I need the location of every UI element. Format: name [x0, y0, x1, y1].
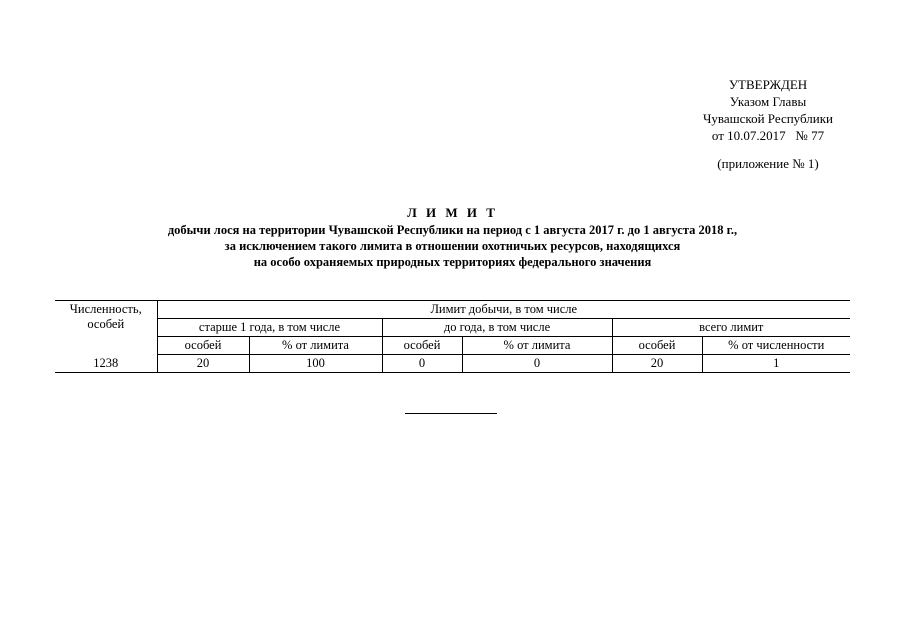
approval-stamp: [650, 76, 886, 144]
title-line: добычи лося на территории Чувашской Республики на период с 1 августа 2017 г. до 1 августа 2018 г.,: [167, 223, 738, 237]
approval-line: от 10.07.2017 № 77: [711, 128, 825, 143]
closing-divider: [405, 413, 497, 414]
subheader-cell: % от лимита: [249, 337, 382, 355]
header-group-total: всего лимит: [612, 319, 850, 337]
table-subheader-row: [55, 337, 850, 355]
approval-line: Указом Главы: [729, 94, 807, 109]
subheader-cell: % от лимита: [462, 337, 612, 355]
appendix-label: (приложение № 1): [717, 156, 819, 171]
approval-line: УТВЕРЖДЕН: [728, 77, 808, 92]
table-cell: 20: [157, 355, 249, 373]
table-cell: 0: [382, 355, 462, 373]
subheader-cell: особей: [157, 337, 249, 355]
table-cell: 100: [249, 355, 382, 373]
document-title: [0, 205, 905, 270]
table-header-row: [55, 301, 850, 319]
header-group-young: до года, в том числе: [382, 319, 612, 337]
header-group-adult: старше 1 года, в том числе: [157, 319, 382, 337]
limit-table: [55, 300, 850, 373]
table-cell: 1: [702, 355, 850, 373]
header-population: Численность, особей: [55, 301, 157, 355]
subheader-cell: % от численности: [702, 337, 850, 355]
cell-population: 1238: [55, 355, 157, 373]
approval-line: Чувашской Республики: [702, 111, 834, 126]
title-heading: Л И М И Т: [407, 205, 498, 220]
table-cell: 20: [612, 355, 702, 373]
title-line: за исключением такого лимита в отношении охотничьих ресурсов, находящихся: [224, 239, 681, 253]
subheader-cell: особей: [382, 337, 462, 355]
table-row: [55, 355, 850, 373]
title-line: на особо охраняемых природных территориях федерального значения: [253, 255, 652, 269]
header-limit: Лимит добычи, в том числе: [157, 301, 850, 319]
table-group-row: [55, 319, 850, 337]
subheader-cell: особей: [612, 337, 702, 355]
table-cell: 0: [462, 355, 612, 373]
